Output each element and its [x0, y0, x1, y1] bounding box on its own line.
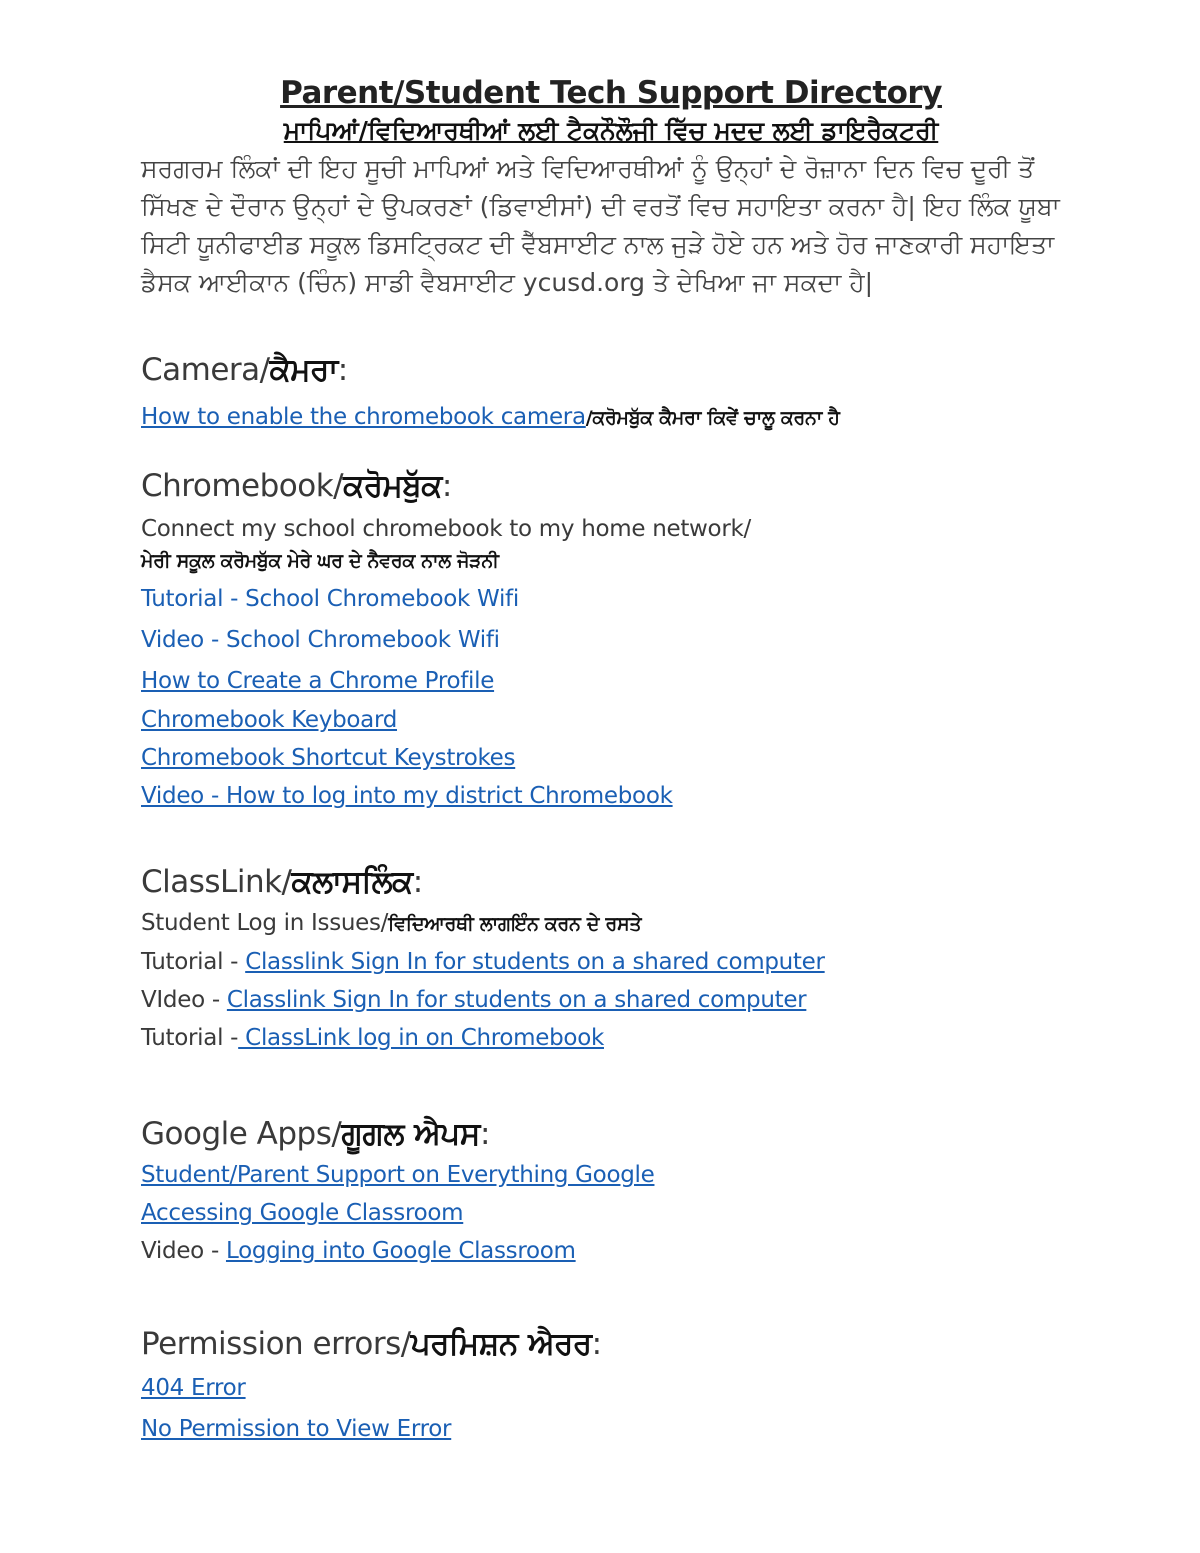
- document-header: [141, 72, 1081, 302]
- district-chromebook-login-link[interactable]: Video - How to log into my district Chromebook: [141, 783, 673, 809]
- page-subtitle-punjabi: ਮਾਪਿਆਂ/ਵਿਦਿਆਰਥੀਆਂ ਲਈ ਟੈਕਨੌਲੌਜੀ ਵਿੱਚ ਮਦਦ ਲਈ ਡਾਇਰੈਕਟਰੀ: [283, 116, 939, 145]
- list-item: [141, 701, 1091, 739]
- classlink-chromebook-link[interactable]: ClassLink log in on Chromebook: [238, 1025, 604, 1051]
- classlink-tutorial-shared-link[interactable]: Classlink Sign In for students on a shared computer: [245, 949, 825, 975]
- list-item: VIdeo - Classlink Sign In for students on a shared computer: [141, 987, 807, 1013]
- connect-network-text: Connect my school chromebook to my home network/: [141, 516, 751, 542]
- classlink-video-shared-link[interactable]: Classlink Sign In for students on a shared computer: [226, 987, 807, 1013]
- list-item: [141, 1156, 1091, 1194]
- enable-camera-link[interactable]: How to enable the chromebook camera: [141, 404, 586, 430]
- intro-paragraph: ਸਰਗਰਮ ਲਿੰਕਾਂ ਦੀ ਇਹ ਸੂਚੀ ਮਾਪਿਆਂ ਅਤੇ ਵਿਦਿਆਰਥੀਆਂ ਨੂੰ ਉਨ੍ਹਾਂ ਦੇ ਰੋਜ਼ਾਨਾ ਦਿਨ ਵਿਚ ਦੂਰੀ ਤੋਂ ਸਿੱਖਣ ਦੇ ਦੌਰਾਨ ਉਨ੍ਹਾਂ ਦੇ ਉਪਕਰਣਾਂ (ਡਿਵਾਈਸਾਂ) ਦੀ ਵਰਤੋਂ ਵਿਚ ਸਹਾਇਤਾ ਕਰਨਾ ਹੈ| ਇਹ ਲਿੰਕ ਯੂਬਾ ਸਿਟੀ ਯੂਨੀਫਾਈਡ ਸਕੂਲ ਡਿਸਟ੍ਰਿਕਟ ਦੀ ਵੈੱਬਸਾਈਟ ਨਾਲ ਜੁੜੇ ਹੋਏ ਹਨ ਅਤੇ ਹੋਰ ਜਾਣਕਾਰੀ ਸਹਾਇਤਾ ਡੈਸਕ ਆਈਕਾਨ (ਚਿੰਨ) ਸਾਡੀ ਵੈਬਸਾਈਟ ycusd.org ਤੇ ਦੇਖਿਆ ਜਾ ਸਕਦਾ ਹੈ|: [141, 154, 1060, 297]
- enable-camera-punjabi: /ਕਰੋਮਬੁੱਕ ਕੈਮਰਾ ਕਿਵੇਂ ਚਾਲੂ ਕਰਨਾ ਹੈ: [585, 407, 840, 429]
- list-item: [141, 661, 1091, 701]
- google-apps-heading: Google Apps/ਗੂਗਲ ਐਪਸ:: [141, 1116, 490, 1152]
- logging-classroom-link[interactable]: Logging into Google Classroom: [225, 1238, 576, 1264]
- video-wifi-link[interactable]: Video - School Chromebook Wifi: [141, 627, 500, 653]
- chromebook-keyboard-link[interactable]: Chromebook Keyboard: [141, 707, 398, 733]
- list-item: [141, 1194, 1091, 1232]
- list-item: [141, 1408, 1091, 1450]
- camera-link-row: [141, 398, 1091, 437]
- page-title: Parent/Student Tech Support Directory: [280, 75, 942, 111]
- chrome-profile-link[interactable]: How to Create a Chrome Profile: [141, 668, 495, 694]
- list-item: Video - Logging into Google Classroom: [141, 1238, 576, 1264]
- tutorial-wifi-link[interactable]: Tutorial - School Chromebook Wifi: [141, 586, 519, 612]
- list-item: Tutorial - ClassLink log in on Chromebook: [141, 1025, 604, 1051]
- list-item: Tutorial - Classlink Sign In for students on a shared computer: [141, 949, 825, 975]
- error-404-link[interactable]: 404 Error: [141, 1375, 246, 1401]
- chromebook-heading: Chromebook/ਕਰੋਮਬੁੱਕ:: [141, 468, 452, 504]
- classlink-heading: ClassLink/ਕਲਾਸਲਿੰਕ:: [141, 864, 423, 900]
- section-google-apps: [141, 1112, 1091, 1270]
- section-permission-errors: [141, 1322, 1091, 1450]
- no-permission-link[interactable]: No Permission to View Error: [141, 1416, 452, 1442]
- permission-errors-heading: Permission errors/ਪਰਮਿਸ਼ਨ ਐਰਰ:: [141, 1326, 602, 1362]
- section-classlink: [141, 860, 1091, 1057]
- list-item: [141, 777, 1091, 815]
- camera-heading: Camera/ਕੈਮਰਾ:: [141, 352, 348, 388]
- section-camera: [141, 348, 1091, 437]
- shortcut-keystrokes-link[interactable]: Chromebook Shortcut Keystrokes: [141, 745, 516, 771]
- login-issues-row: Student Log in Issues/ਵਿਦਿਆਰਥੀ ਲਾਗਇੰਨ ਕਰਨ ਦੇ ਰਸਤੇ: [141, 910, 642, 936]
- accessing-classroom-link[interactable]: Accessing Google Classroom: [141, 1200, 464, 1226]
- section-chromebook: [141, 464, 1091, 815]
- connect-network-punjabi: ਮੇਰੀ ਸਕੂਲ ਕਰੋਮਬੁੱਕ ਮੇਰੇ ਘਰ ਦੇ ਨੈਵਰਕ ਨਾਲ ਜੋੜਨੀ: [141, 550, 499, 572]
- list-item: [141, 739, 1091, 777]
- list-item: [141, 1368, 1091, 1408]
- everything-google-link[interactable]: Student/Parent Support on Everything Google: [141, 1162, 655, 1188]
